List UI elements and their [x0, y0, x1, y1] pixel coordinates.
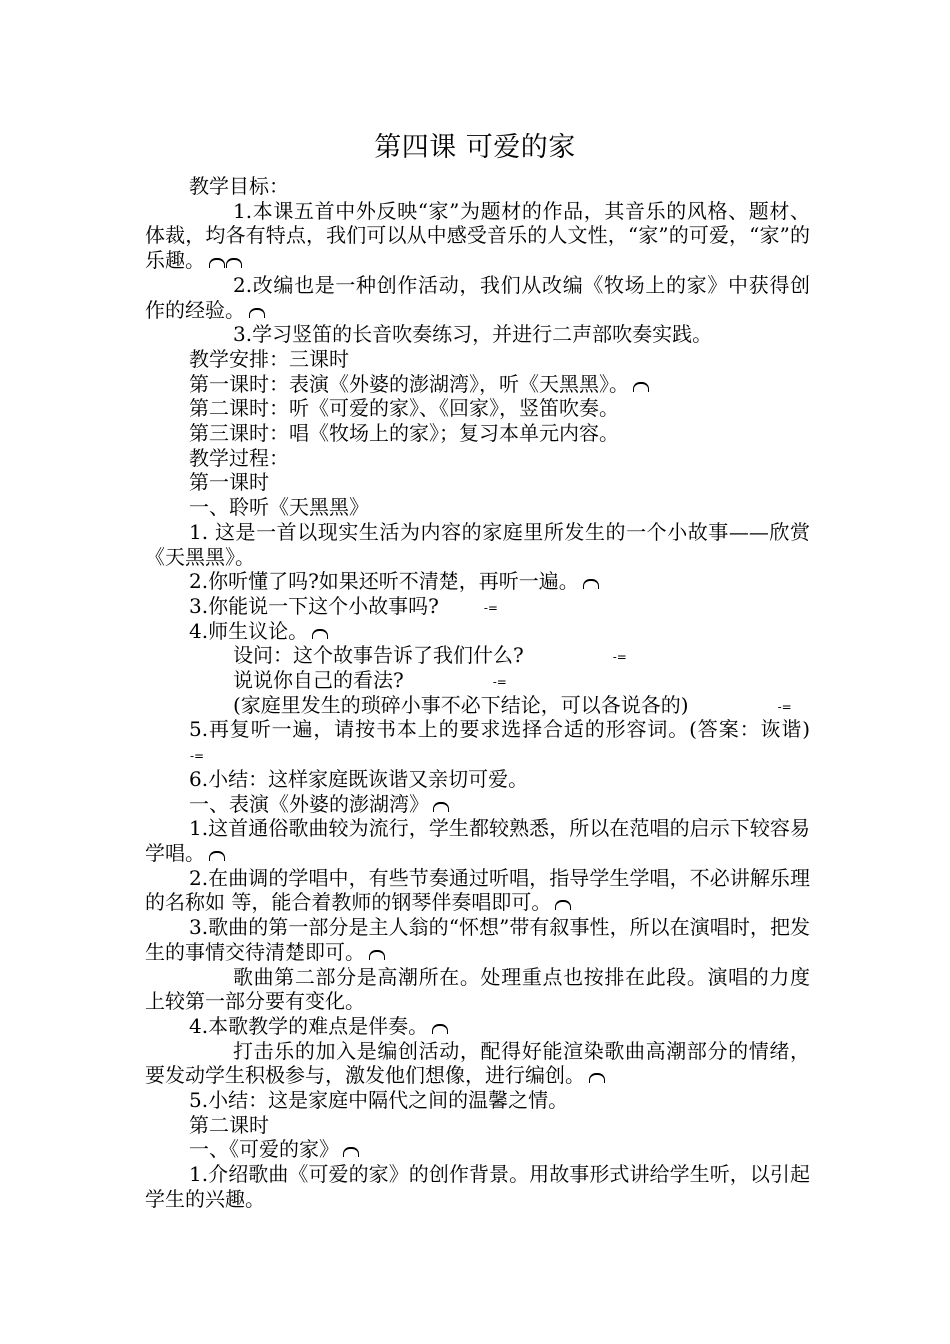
paragraph: [145, 1113, 810, 1138]
edit-mark-icon: [583, 579, 599, 589]
paragraph: [145, 347, 810, 372]
edit-mark-icon: [249, 308, 265, 318]
paragraph: [145, 767, 810, 792]
paragraph-text: 1.这首通俗歌曲较为流行，学生都较熟悉，所以在范唱的启示下较容易学唱。: [145, 816, 810, 865]
paragraph-text: 第一课时: [189, 470, 269, 495]
paragraph: [145, 965, 810, 1014]
edit-mark-icon: [555, 900, 571, 910]
edit-mark-icon: [209, 258, 225, 268]
equals-mark-icon: -=: [483, 600, 498, 615]
paragraph: [145, 273, 810, 322]
edit-mark-icon: [633, 382, 649, 392]
edit-mark-icon: [209, 851, 225, 861]
paragraph: [145, 1162, 810, 1211]
lesson-title: 第四课 可爱的家: [374, 132, 576, 163]
paragraph-text: 6.小结：这样家庭既诙谐又亲切可爱。: [189, 766, 529, 791]
paragraph: [145, 1137, 810, 1162]
paragraph-text: 2.改编也是一种创作活动，我们从改编《牧场上的家》中获得创作的经验。: [145, 272, 810, 322]
paragraph-text: 第二课时：听《可爱的家》、《回家》，竖笛吹奏。: [189, 396, 619, 421]
equals-mark-icon: -=: [777, 699, 792, 714]
paragraph-text: 1. 这是一首以现实生活为内容的家庭里所发生的一个小故事——欣赏《天黑黑》。: [145, 519, 810, 569]
paragraph-text: 一、《可爱的家》: [189, 1137, 339, 1162]
equals-mark-icon: -=: [612, 650, 627, 665]
paragraph-text: 4.本歌教学的难点是伴奏。: [189, 1013, 429, 1038]
paragraph: [145, 372, 810, 397]
edit-mark-icon: [226, 258, 242, 268]
paragraph-text: 第三课时：唱《牧场上的家》；复习本单元内容。: [189, 421, 619, 446]
paragraph: [145, 470, 810, 495]
paragraph-text: 5.小结：这是家庭中隔代之间的温馨之情。: [189, 1088, 569, 1113]
paragraph-text: 打击乐的加入是编创活动，配得好能渲染歌曲高潮部分的情绪，要发动学生积极参与，激发他们想像，进行编创。: [145, 1038, 810, 1088]
paragraph: [145, 693, 810, 718]
paragraph-text: 4.师生议论。: [189, 618, 309, 643]
paragraph-text: 5.再复听一遍，请按书本上的要求选择合适的形容词。(答案：诙谐): [189, 717, 810, 742]
paragraph-text: 2.你听懂了吗?如果还听不清楚，再听一遍。: [189, 569, 579, 594]
edit-mark-icon: [589, 1073, 605, 1083]
paragraph-text: 第二课时: [189, 1112, 269, 1137]
paragraph: [145, 421, 810, 446]
paragraph: [145, 495, 810, 520]
paragraph: [145, 1088, 810, 1113]
edit-mark-icon: [432, 1024, 448, 1034]
paragraph-text: 设问：这个故事告诉了我们什么?: [233, 643, 524, 668]
paragraph: [145, 569, 810, 594]
paragraph-text: 教学目标：: [189, 174, 289, 198]
paragraph-text: 教学过程：: [189, 445, 289, 470]
paragraph: [145, 1014, 810, 1039]
paragraph: [145, 915, 810, 964]
paragraph-text: (家庭里发生的琐碎小事不必下结论，可以各说各的): [233, 692, 689, 717]
paragraph-text: 第一课时：表演《外婆的澎湖湾》，听《天黑黑》。: [189, 371, 629, 396]
paragraph: [145, 717, 810, 766]
paragraph-text: 说说你自己的看法?: [233, 668, 404, 693]
equals-mark-icon: -=: [190, 749, 205, 764]
paragraph: [145, 1039, 810, 1088]
paragraph: [145, 816, 810, 865]
paragraph: [145, 396, 810, 421]
edit-mark-icon: [343, 1147, 359, 1157]
edit-mark-icon: [369, 950, 385, 960]
paragraph: [145, 322, 810, 347]
paragraph-text: 3.学习竖笛的长音吹奏练习，并进行二声部吹奏实践。: [233, 322, 713, 347]
paragraph-text: 歌曲第二部分是高潮所在。处理重点也按排在此段。演唱的力度上较第一部分要有变化。: [145, 964, 810, 1014]
paragraph: [145, 792, 810, 817]
paragraph-text: 1.介绍歌曲《可爱的家》的创作背景。用故事形式讲给学生听，以引起学生的兴趣。: [145, 1162, 810, 1211]
paragraph: [145, 668, 810, 693]
paragraph-text: 3.你能说一下这个小故事吗?: [189, 593, 439, 618]
paragraph: [145, 199, 810, 273]
paragraph: [145, 866, 810, 915]
paragraph: [145, 594, 810, 619]
paragraph-text: 一、表演《外婆的澎湖湾》: [189, 791, 429, 816]
edit-mark-icon: [312, 629, 328, 639]
paragraph: [145, 446, 810, 471]
paragraph: [145, 520, 810, 569]
paragraph-text: 一、聆听《天黑黑》: [189, 495, 369, 520]
paragraph: [145, 619, 810, 644]
document-body: [145, 174, 810, 1212]
paragraph-text: 2.在曲调的学唱中，有些节奏通过听唱，指导学生学唱，不必讲解乐理的名称如 等，能合着教师的钢琴伴奏唱即可。: [145, 865, 810, 915]
edit-mark-icon: [433, 802, 449, 812]
paragraph-text: 1.本课五首中外反映“家”为题材的作品，其音乐的风格、题材、体裁，均各有特点，我们可以从中感受音乐的人文性，“家”的可爱，“家”的乐趣。: [145, 198, 810, 273]
paragraph-text: 3.歌曲的第一部分是主人翁的“怀想”带有叙事性，所以在演唱时，把发生的事情交待清楚即可。: [145, 915, 810, 964]
paragraph: [145, 174, 810, 199]
paragraph-text: 教学安排：三课时: [189, 346, 349, 371]
equals-mark-icon: -=: [492, 675, 507, 690]
paragraph: [145, 643, 810, 668]
